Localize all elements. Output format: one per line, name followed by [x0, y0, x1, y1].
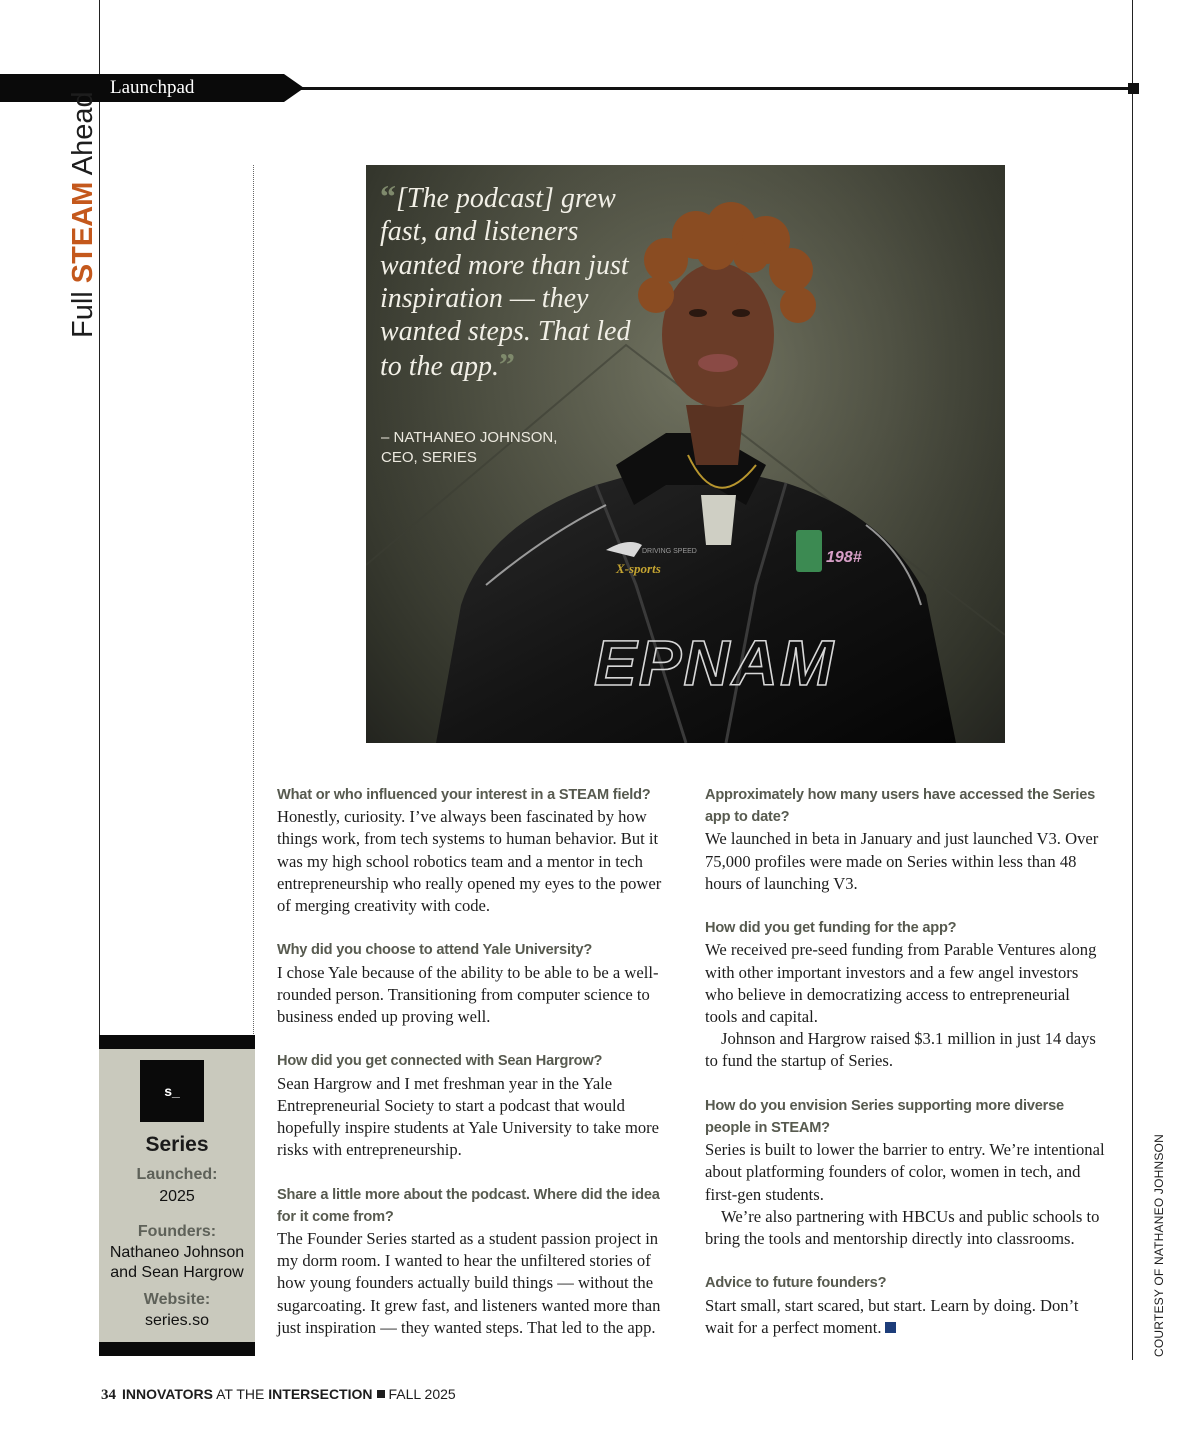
- section-title-accent: STEAM: [67, 181, 99, 284]
- answer: [705, 1295, 1105, 1339]
- question: What or who influenced your interest in a STEAM field?: [277, 787, 651, 803]
- info-box-bottom-bar: [99, 1342, 255, 1356]
- question: How did you get connected with Sean Hargrow?: [277, 1053, 603, 1070]
- pull-quote: [380, 180, 640, 384]
- eye-left: [689, 309, 707, 317]
- question: How do you envision Series supporting more diverse people in STEAM?: [705, 1097, 1064, 1137]
- founders-value-1: Nathaneo Johnson: [109, 1244, 245, 1261]
- launched-value: 2025: [159, 1188, 195, 1205]
- header-rule: [300, 87, 1138, 90]
- close-quote-mark: ”: [499, 346, 515, 383]
- page-number: 34: [101, 1387, 116, 1403]
- pull-quote-attribution: [381, 428, 641, 468]
- launched-label: Launched:: [136, 1166, 218, 1183]
- website-value[interactable]: series.so: [144, 1312, 210, 1329]
- qa-block: [705, 1272, 1105, 1339]
- open-quote-mark: “: [380, 178, 396, 214]
- qa-block: [277, 939, 677, 1028]
- neck: [686, 405, 744, 465]
- shirt: [701, 495, 736, 545]
- publication-name-bold-2: INTERSECTION: [268, 1386, 373, 1402]
- column-divider: [253, 165, 254, 1040]
- patch-text: X-sports: [616, 561, 661, 576]
- answer-paragraph: We’re also partnering with HBCUs and public schools to bring the tools and mentorship directly into classrooms.: [705, 1206, 1100, 1249]
- question: Why did you choose to attend Yale University?: [277, 942, 593, 959]
- face: [662, 263, 774, 407]
- photo-credit: COURTESY OF NATHANEO JOHNSON: [1152, 1134, 1166, 1357]
- patch-small-text: DRIVING SPEED: [642, 548, 697, 555]
- attribution-line-1: – NATHANEO JOHNSON,: [381, 429, 558, 446]
- question: Advice to future founders?: [705, 1275, 887, 1292]
- eye-right: [732, 309, 750, 317]
- badge-text: 198#: [826, 549, 862, 566]
- founders-value-2: and Sean Hargrow: [110, 1264, 244, 1281]
- page-footer: [101, 1386, 456, 1404]
- issue-date: FALL 2025: [388, 1386, 456, 1402]
- footer-separator-icon: [377, 1390, 385, 1398]
- attribution-line-2: CEO, SERIES: [381, 449, 477, 466]
- end-mark-icon: [885, 1322, 896, 1333]
- lips: [698, 354, 738, 372]
- question: Share a little more about the podcast. Where did the idea for it come from?: [277, 1186, 660, 1225]
- series-logo: s_: [140, 1060, 204, 1122]
- qa-block: [705, 784, 1105, 895]
- section-tab-label: Launchpad: [110, 77, 195, 98]
- website-label: Website:: [143, 1291, 211, 1308]
- qa-block: [277, 1050, 677, 1161]
- answer-paragraph: Johnson and Hargrow raised $3.1 million in just 14 days to fund the startup of Series.: [705, 1029, 1096, 1071]
- answer: I chose Yale because of the ability to be able to be a well-rounded person. Transitioning from computer science to business ended up proving well.: [277, 962, 659, 1027]
- section-title-post: Ahead: [67, 91, 99, 182]
- question: Approximately how many users have accessed the Series app to date?: [705, 787, 1096, 826]
- qa-block: [705, 917, 1105, 1072]
- section-title: [66, 91, 100, 338]
- publication-name-bold-1: INNOVATORS: [122, 1386, 214, 1402]
- answer: We launched in beta in January and just launched V3. Over 75,000 profiles were made on Series within less than 48 hours of launching V3.: [705, 829, 1099, 893]
- company-name: Series: [145, 1133, 209, 1156]
- publication-name-mid: AT THE: [213, 1386, 269, 1402]
- qa-block: [277, 1184, 677, 1339]
- right-margin-rule: [1132, 0, 1133, 1360]
- qa-block: [705, 1095, 1105, 1250]
- section-title-pre: Full: [67, 283, 99, 338]
- info-box-top-bar: [99, 1035, 255, 1049]
- pull-quote-text: [The podcast] grew fast, and listeners wanted more than just inspiration — they wanted steps. That led to the app.: [380, 183, 631, 383]
- answer: We received pre-seed funding from Parable Ventures along with other important investors and a few angel investors who believe in democratizing access to entrepreneurial tools and capital.: [705, 940, 1097, 1027]
- answer: Series is built to lower the barrier to entry. We’re intentional about platforming founders of color, women in tech, and first-gen students.: [705, 1140, 1105, 1204]
- article-column-1: [277, 784, 677, 1339]
- founders-label: Founders:: [137, 1223, 217, 1240]
- qa-block: [277, 784, 677, 917]
- answer: The Founder Series started as a student passion project in my dorm room. I wanted to hear the unfiltered stories of how young founders actually build things — without the sugarcoating. It grew fast, and listeners wanted more than just inspiration — they wanted steps. That led to the app.: [277, 1229, 661, 1337]
- answer: Sean Hargrow and I met freshman year in the Yale Entrepreneurial Society to start a podcast that would hopefully inspire students at Yale University to take more risks with entrepreneurship.: [277, 1073, 660, 1160]
- answer-text: Start small, start scared, but start. Learn by doing. Don’t wait for a perfect moment.: [705, 1295, 1079, 1337]
- badge-green: [796, 530, 822, 572]
- header-rule-end-square: [1128, 83, 1139, 94]
- jacket-text: EPNAM: [594, 627, 836, 699]
- question: How did you get funding for the app?: [705, 920, 957, 937]
- answer: Honestly, curiosity. I’ve always been fascinated by how things work, from tech systems to human behavior. But it was my high school robotics team and a mentor in tech entrepreneurship who really opened my eyes to the power of merging creativity with code.: [277, 807, 662, 916]
- article-column-2: [705, 784, 1105, 1339]
